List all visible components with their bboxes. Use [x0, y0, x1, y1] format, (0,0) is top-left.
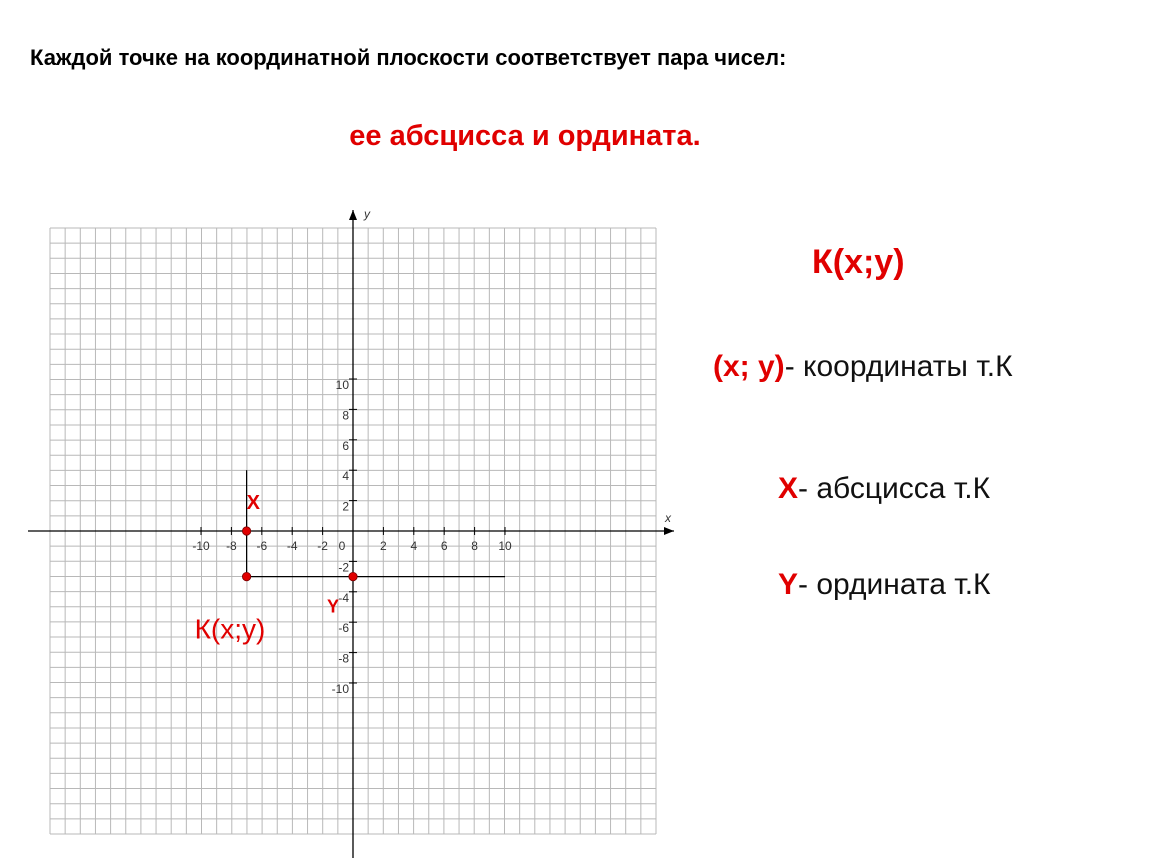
y-tick-label: 4: [342, 469, 349, 484]
y-tick-label: 8: [342, 408, 349, 423]
y-tick-label: -8: [338, 651, 349, 666]
x-tick-label: 6: [440, 539, 448, 553]
y-tick-label: 2: [342, 499, 349, 514]
x-axis-label: x: [665, 511, 671, 525]
x-tick-label: 4: [410, 539, 418, 553]
ordinate-term: Y: [778, 568, 799, 601]
abscissa-text: - абсцисса т.К: [798, 472, 991, 505]
point-marker: [349, 572, 357, 580]
y-tick-label: -10: [331, 682, 349, 696]
point-x-label: Х: [246, 492, 260, 514]
x-tick-label: 0: [338, 539, 346, 553]
y-axis-label: y: [364, 207, 370, 221]
y-tick-label: 6: [342, 438, 349, 453]
abscissa-note: [778, 472, 990, 506]
x-tick-label: 2: [380, 539, 387, 553]
subheading: ее абсцисса и ордината.: [349, 120, 701, 152]
heading: Каждой точке на координатной плоскости соответствует пара чисел:: [30, 45, 787, 70]
point-notation: К(х;у): [812, 243, 905, 281]
y-tick-label: 10: [335, 378, 349, 392]
y-tick-label: -6: [338, 621, 349, 636]
x-axis-arrow: [664, 527, 674, 535]
x-tick-label: 8: [471, 539, 478, 553]
coordinates-note: [713, 350, 1013, 384]
coordinates-text: - координаты т.К: [784, 350, 1013, 383]
x-tick-label: -10: [192, 539, 210, 553]
ordinate-text: - ордината т.К: [798, 568, 991, 601]
point-y-label: Y: [327, 596, 340, 617]
x-tick-label: -2: [317, 539, 328, 553]
point-k-label: К(х;у): [194, 613, 266, 645]
point-marker: [242, 572, 250, 580]
ordinate-note: [778, 568, 991, 602]
y-tick-label: -2: [338, 560, 349, 575]
x-tick-label: -4: [286, 539, 298, 553]
x-tick-label: 10: [498, 539, 512, 553]
abscissa-term: Х: [778, 472, 799, 505]
guide-lines: [247, 470, 505, 576]
x-tick-label: -8: [226, 539, 237, 553]
y-tick-label: -4: [338, 590, 349, 605]
x-tick-label: -6: [256, 539, 268, 553]
point-marker: [242, 527, 250, 535]
ticks: [192, 378, 512, 696]
y-axis-arrow: [349, 210, 357, 220]
coordinates-term: (х; у): [713, 350, 785, 383]
axes: [28, 207, 674, 858]
